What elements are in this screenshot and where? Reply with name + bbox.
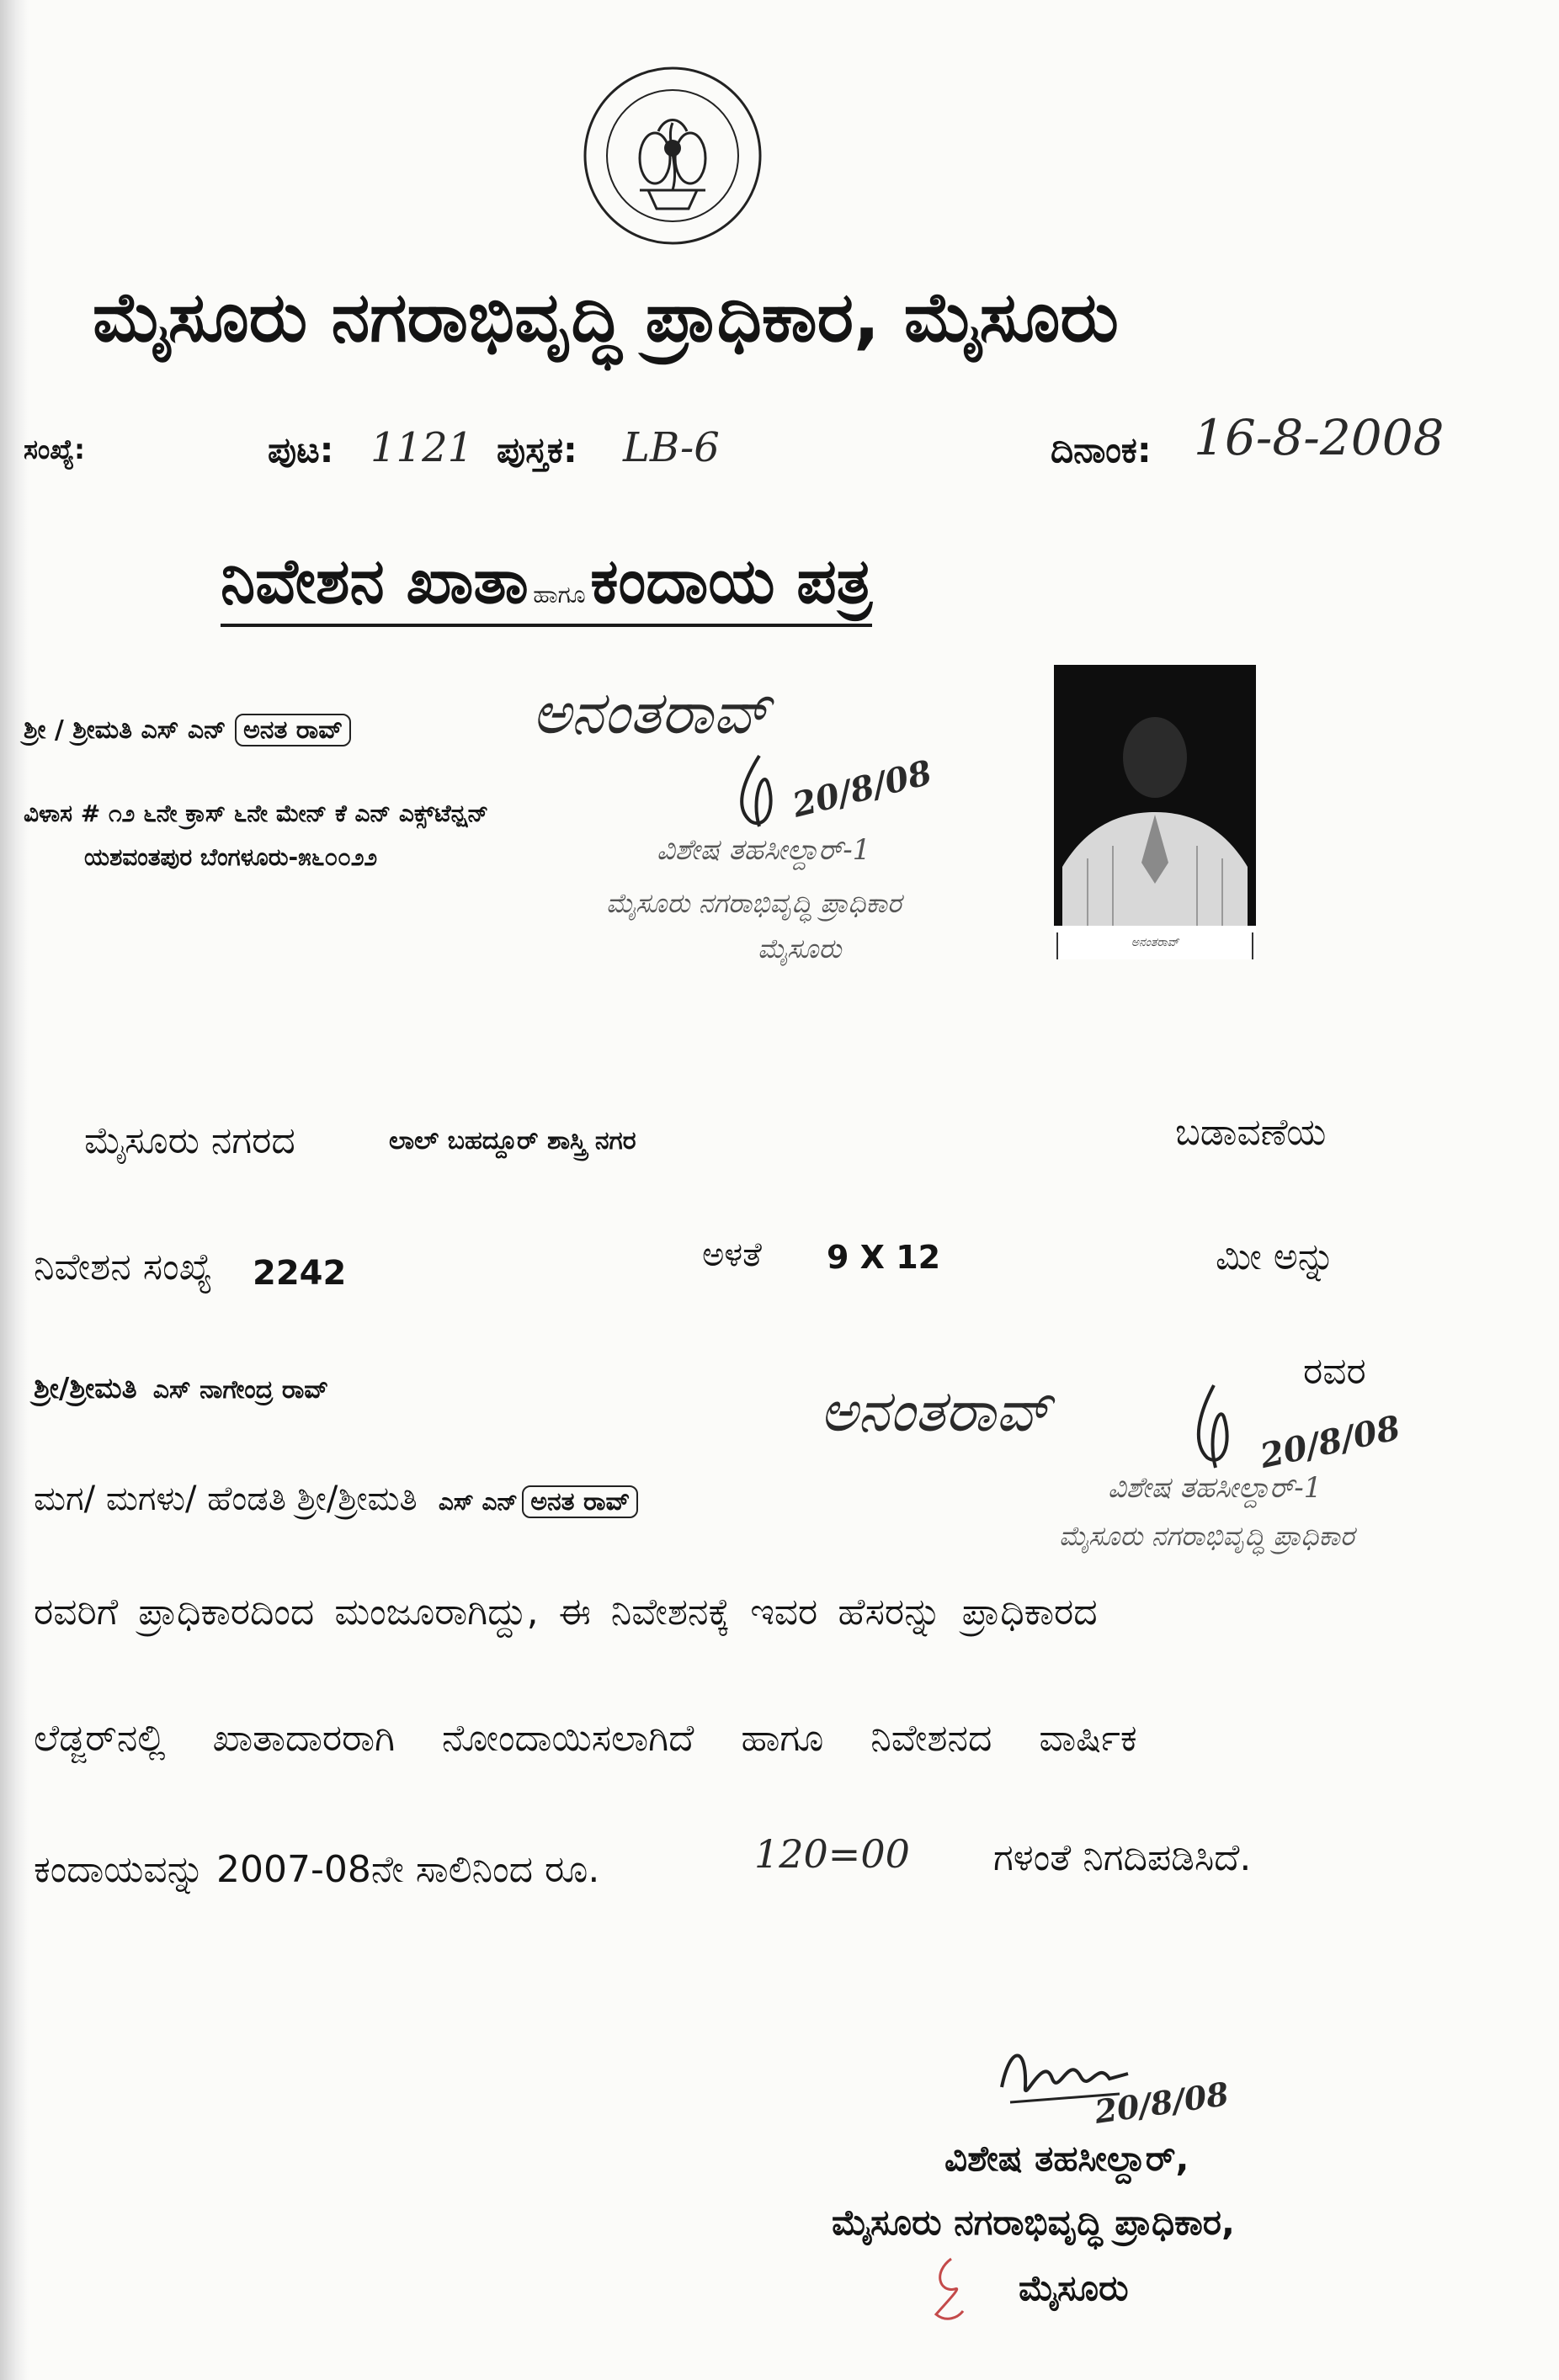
officer-stamp2-line2: ಮೈಸೂರು ನಗರಾಭಿವೃದ್ಧಿ ಪ್ರಾಧಿಕಾರ (1059, 1520, 1354, 1552)
book-label: ಪುಸ್ತಕ: (497, 429, 577, 470)
authority-title: ಮೈಸೂರು ನಗರಾಭಿವೃದ್ಧಿ ಪ್ರಾಧಿಕಾರ, ಮೈಸೂರು (93, 278, 1119, 358)
owner-signature: ಅನಂತರಾವ್ (532, 678, 770, 747)
officer-date: 20/8/08 (788, 752, 936, 826)
paragraph-line3a: ಕಂದಾಯವನ್ನು 2007-08ನೇ ಸಾಲಿನಿಂದ ರೂ. (34, 1848, 600, 1891)
document-title (221, 545, 872, 627)
officer-initial-signature-2 (1185, 1380, 1244, 1473)
owner-signature-2: ಅನಂತರಾವ್ (820, 1379, 1051, 1445)
date-value: 16-8-2008 (1194, 409, 1445, 466)
relation-initials: ಎಸ್ ಎನ್ (438, 1488, 519, 1516)
officer-date-2: 20/8/08 (1256, 1408, 1404, 1476)
officer-stamp-line2: ಮೈಸೂರು ನಗರಾಭಿವೃದ್ಧಿ ಪ್ರಾಧಿಕಾರ (606, 887, 902, 919)
owner-photograph (1054, 665, 1256, 959)
father-name: ಎಸ್ ನಾಗೇಂದ್ರ ರಾವ್ (152, 1375, 329, 1405)
svg-text:ಅನಂತರಾವ್: ಅನಂತರಾವ್ (1131, 936, 1179, 949)
relation-name-box: ಅನತ ರಾವ್ (522, 1485, 638, 1518)
relation-line (34, 1480, 638, 1518)
father-suffix: ರವರ (1303, 1350, 1366, 1393)
paragraph-line2: ಲೆಡ್ಜರ್‌ನಲ್ಲಿ ಖಾತಾದಾರರಾಗಿ ನೋಂದಾಯಿಸಲಾಗಿದೆ ಹಾಗೂ ನಿವೇಶನದ ವಾರ್ಷಿಕ (34, 1717, 1137, 1760)
book-value: LB-6 (623, 424, 720, 471)
paragraph-line3b: ಗಳಂತೆ ನಿಗದಿಪಡಿಸಿದೆ. (993, 1836, 1252, 1879)
dimension-label: ಅಳತೆ (702, 1235, 762, 1274)
officer-stamp-line1: ವಿಶೇಷ ತಹಸೀಲ್ದಾರ್-1 (657, 833, 871, 867)
layout-suffix: ಬಡಾವಣೆಯ (1175, 1111, 1327, 1154)
site-number-value: 2242 (253, 1254, 347, 1293)
owner-prefix: ಶ್ರೀ / ಶ್ರೀಮತಿ ಎಸ್ ಎನ್ (24, 715, 226, 745)
designation-line1: ವಿಶೇಷ ತಹಸೀಲ್ದಾರ್, (944, 2138, 1189, 2179)
owner-line (24, 714, 351, 746)
officer-stamp2-line1: ವಿಶೇಷ ತಹಸೀಲ್ದಾರ್-1 (1108, 1471, 1322, 1505)
ref-label: ಸಂಖ್ಯೆ: (24, 433, 85, 465)
address-line2: ಯಶವಂತಪುರ ಬೆಂಗಳೂರು-೫೬೦೦೨೨ (84, 843, 378, 871)
binding-edge (0, 0, 29, 2380)
title-part1: ನಿವೇಶನ ಖಾತಾ (221, 545, 529, 618)
layout-name: ಲಾಲ್ ಬಹದ್ದೂರ್ ಶಾಸ್ತ್ರಿ ನಗರ (389, 1126, 636, 1155)
page-label: ಪುಟ: (268, 429, 334, 470)
dimension-value: 9 X 12 (827, 1239, 941, 1276)
page-value: 1121 (370, 424, 474, 471)
site-number-label: ನಿವೇಶನ ಸಂಖ್ಯೆ (34, 1246, 213, 1288)
date-label: ದಿನಾಂಕ: (1051, 429, 1152, 470)
father-line (34, 1372, 328, 1405)
paragraph-line1: ರವರಿಗೆ ಪ್ರಾಧಿಕಾರದಿಂದ ಮಂಜೂರಾಗಿದ್ದು, ಈ ನಿವೇಶನಕ್ಕೆ ಇವರ ಹೆಸರನ್ನು ಪ್ರಾಧಿಕಾರದ (34, 1591, 1098, 1634)
officer-initial-signature (726, 749, 793, 833)
dimension-suffix: ಮೀ ಅನ್ನು (1216, 1235, 1336, 1278)
title-part2: ಹಾಗೂ (533, 581, 586, 608)
annual-amount: 120=00 (754, 1831, 910, 1877)
city-label: ಮೈಸೂರು ನಗರದ (84, 1119, 295, 1162)
authority-seal-emblem (581, 64, 764, 247)
red-initial-mark (921, 2252, 971, 2328)
title-part3: ಕಂದಾಯ ಪತ್ರ (590, 545, 872, 618)
father-prefix: ಶ್ರೀ/ಶ್ರೀಮತಿ (34, 1372, 137, 1405)
tahsildar-sign-date: 20/8/08 (1092, 2075, 1232, 2131)
owner-name-box: ಅನತ ರಾವ್ (235, 714, 351, 746)
designation-line3: ಮೈಸೂರು (1019, 2267, 1129, 2308)
designation-line2: ಮೈಸೂರು ನಗರಾಭಿವೃದ್ಧಿ ಪ್ರಾಧಿಕಾರ, (832, 2202, 1235, 2243)
relation-label: ಮಗ/ ಮಗಳು/ ಹೆಂಡತಿ ಶ್ರೀ/ಶ್ರೀಮತಿ (34, 1480, 418, 1518)
address-line1: ವಿಳಾಸ # ೧೨ ೬ನೇ ಕ್ರಾಸ್ ೬ನೇ ಮೇನ್ ಕೆ ಎನ್ ಎಕ್ಸ್‌ಟೆನ್ಷನ್ (24, 800, 489, 827)
officer-stamp-line3: ಮೈಸೂರು (758, 932, 842, 964)
